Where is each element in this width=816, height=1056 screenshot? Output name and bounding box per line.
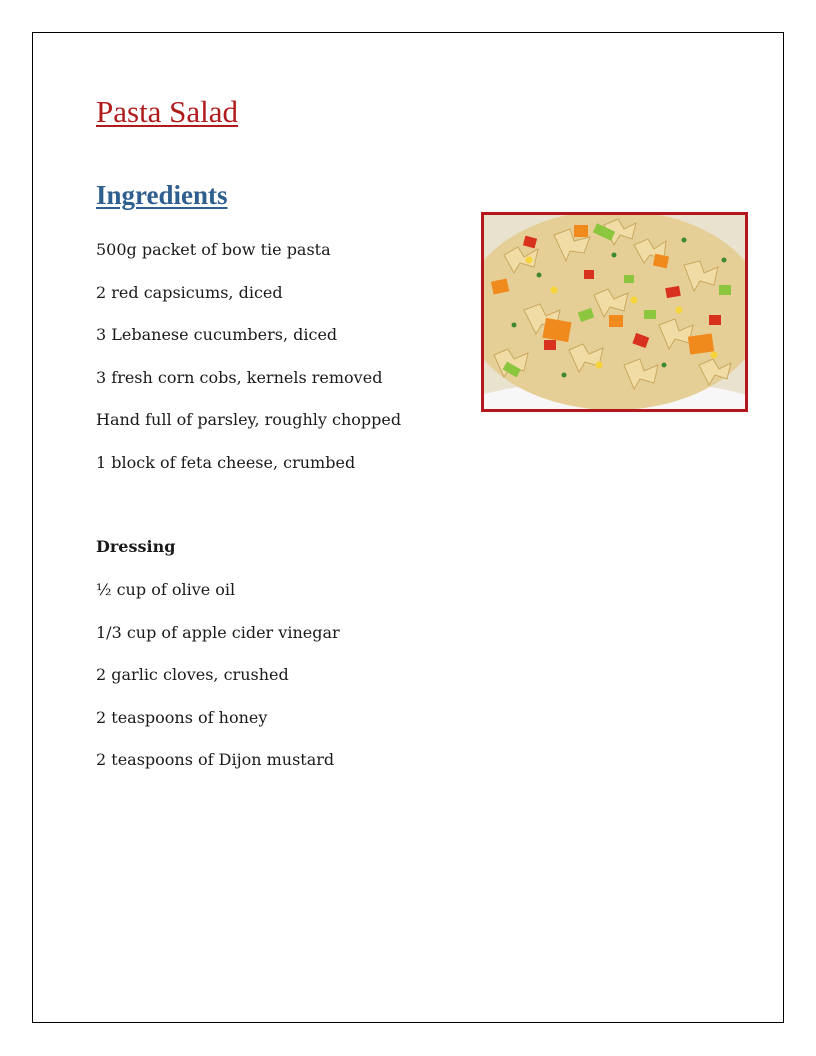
pasta-salad-photo [481,212,748,412]
dressing-item: 2 garlic cloves, crushed [96,665,289,684]
dressing-item: 1/3 cup of apple cider vinegar [96,622,340,642]
ingredient-item: 1 block of feta cheese, crumbed [96,452,356,472]
dressing-item: ½ cup of olive oil [96,580,236,599]
ingredient-item: 2 red capsicums, diced [96,282,283,302]
dressing-item: 2 teaspoons of Dijon mustard [96,750,335,769]
recipe-title: Pasta Salad [96,94,239,129]
dressing-heading: Dressing [96,537,176,556]
ingredient-item: 3 fresh corn cobs, kernels removed [96,367,383,387]
dressing-list [96,580,340,793]
dressing-item: 2 teaspoons of honey [96,707,268,727]
ingredient-item: Hand full of parsley, roughly chopped [96,410,402,429]
pasta-salad-illustration [484,215,745,409]
ingredients-list [96,240,401,495]
ingredient-item: 3 Lebanese cucumbers, diced [96,325,338,344]
ingredient-item: 500g packet of bow tie pasta [96,240,331,259]
ingredients-heading: Ingredients [96,180,228,210]
